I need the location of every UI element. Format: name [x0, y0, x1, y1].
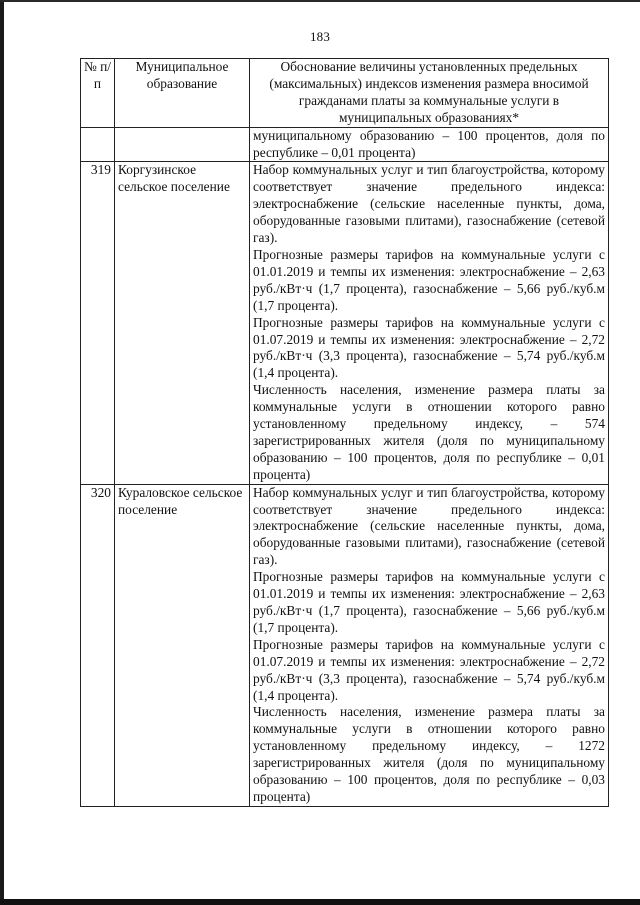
- continuation-municipality-cell: [115, 127, 250, 162]
- row-justification: [250, 162, 609, 484]
- row-justification: [250, 484, 609, 806]
- page-number: 183: [309, 29, 331, 44]
- row-municipality: Коргузинское сельское поселение: [115, 162, 250, 484]
- table-row: [81, 162, 609, 484]
- scan-edge-bottom: [0, 899, 640, 905]
- header-municipality: Муниципальное образование: [115, 59, 250, 128]
- table-row: [81, 484, 609, 806]
- justification-paragraph: Прогнозные размеры тарифов на коммунальные услуги с 01.01.2019 и темпы их изменения: электроснабжение – 2,63 руб./кВт·ч (1,7 процента), газоснабжение – 5,66 руб./куб.м (1,7 процента).: [253, 569, 605, 635]
- tariff-index-table: [80, 58, 609, 807]
- scan-edge-top: [0, 0, 640, 2]
- row-number: 320: [81, 484, 115, 806]
- justification-paragraph: Численность населения, изменение размера платы за коммунальные услуги в отношении которого равно установленному предельному индексу, – 1272 зарегистрированных жителя (доля по муниципальному образованию – 100 процентов, доля по республике – 0,03 процента): [253, 704, 605, 804]
- continuation-justification-cell: [250, 127, 609, 162]
- table-row-continuation: [81, 127, 609, 162]
- header-justification: Обоснование величины установленных предельных (максимальных) индексов изменения размера вносимой гражданами платы за коммунальные услуги в муниципальных образованиях*: [250, 59, 609, 128]
- continuation-text: муниципальному образованию – 100 процентов, доля по республике – 0,01 процента): [253, 127, 605, 160]
- justification-paragraph: Прогнозные размеры тарифов на коммунальные услуги с 01.07.2019 и темпы их изменения: электроснабжение – 2,72 руб./кВт·ч (3,3 процента), газоснабжение – 5,74 руб./куб.м (1,4 процента).: [253, 314, 605, 381]
- justification-paragraph: Набор коммунальных услуг и тип благоустройства, которому соответствует значение предельного индекса: электроснабжение (сельские населенные пункты, дома, оборудованные газовыми плитами), газоснабжение (сетевой газ).: [253, 162, 605, 246]
- justification-paragraph: Прогнозные размеры тарифов на коммунальные услуги с 01.07.2019 и темпы их изменения: электроснабжение – 2,72 руб./кВт·ч (3,3 процента), газоснабжение – 5,74 руб./куб.м (1,4 процента).: [253, 636, 605, 703]
- justification-paragraph: Численность населения, изменение размера платы за коммунальные услуги в отношении которого равно установленному предельному индексу, – 574 зарегистрированных жителя (доля по муниципальному образованию – 100 процентов, доля по республике – 0,01 процента): [253, 382, 605, 482]
- continuation-number-cell: [81, 127, 115, 162]
- row-municipality: Кураловское сельское поселение: [115, 484, 250, 806]
- row-number: 319: [81, 162, 115, 484]
- justification-paragraph: Прогнозные размеры тарифов на коммунальные услуги с 01.01.2019 и темпы их изменения: электроснабжение – 2,63 руб./кВт·ч (1,7 процента), газоснабжение – 5,66 руб./куб.м (1,7 процента).: [253, 246, 605, 313]
- table-header-row: [81, 59, 609, 128]
- scan-edge-left: [0, 0, 4, 905]
- header-number: № п/п: [81, 59, 115, 128]
- justification-paragraph: Набор коммунальных услуг и тип благоустройства, которому соответствует значение предельного индекса: электроснабжение (сельские населенные пункты, дома, оборудованные газовыми плитами), газоснабжение (сетевой газ).: [253, 484, 605, 568]
